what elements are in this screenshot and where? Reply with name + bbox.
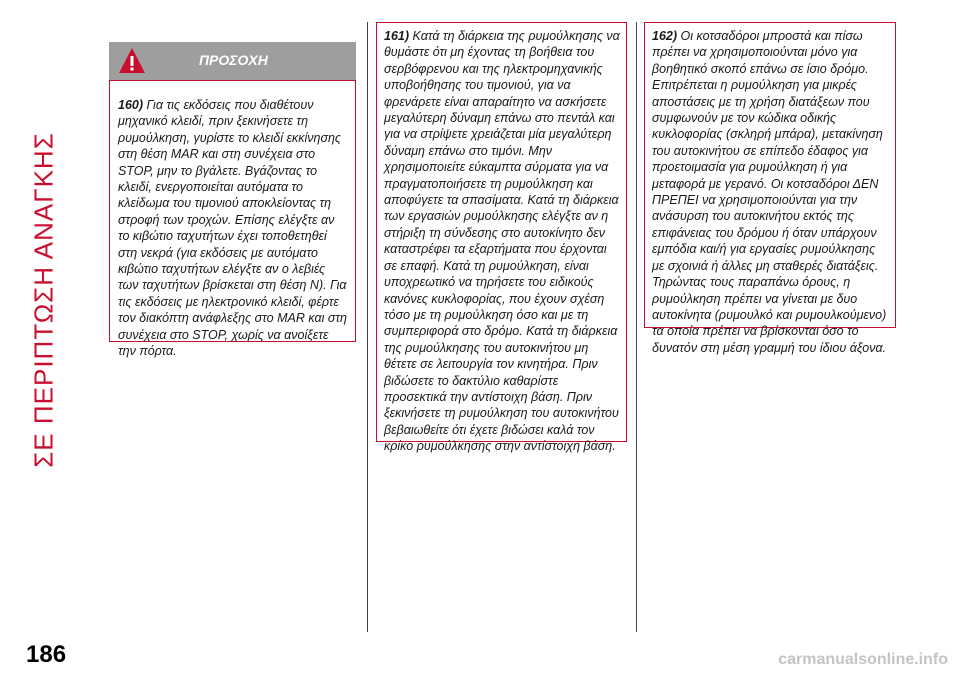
note-text: Οι κοτσαδόροι μπροστά και πίσω πρέπει να χρησιμοποιούνται μόνο για βοηθητικό σκοπό επάνω σε ίσιο δρόμο. Επιτρέπεται η ρυμούλκηση για μικρές αποστάσεις με τη χρήση διατάξεων που συμφωνούν με τον κώδικα οδικής κυκλοφορίας (σκληρή μπάρα), μετακίνηση του αυτοκινήτου σε επίπεδο έδαφος για προετοιμασία για ρυμούλκηση ή για μεταφορά με γερανό. Οι κοτσαδόροι ΔΕΝ ΠΡΕΠΕΙ να χρησιμοποιούνται για την ανάσυρση του αυτοκινήτου εκτός της επιφάνειας του δρόμου ή όταν υπάρχουν εμπόδια και/ή για εργασίες ρυμούλκησης με σχοινιά ή άλλες μη σταθερές διατάξεις. Τηρώντας τους παραπάνω όρους, η ρυμούλκηση πρέπει να γίνεται με δυο αυτοκίνητα (ρυμουλκό και ρυμουλκούμενο) τα οποία πρέπει να βρίσκονται όσο το δυνατόν στη μέση γραμμή του ίδιου άξονα. <box>652 29 887 355</box>
note-number: 161) <box>384 29 410 43</box>
column-divider <box>636 22 637 632</box>
chapter-side-title: ΣΕ ΠΕΡΙΠΤΩΣΗ ΑΝΑΓΚΗΣ <box>28 132 59 468</box>
warning-header <box>109 42 356 80</box>
note-number: 160) <box>118 98 144 112</box>
warning-note-160 <box>109 80 356 359</box>
warning-triangle-icon <box>117 46 147 76</box>
watermark: carmanualsonline.info <box>778 651 948 668</box>
warning-header-label: ΠΡΟΣΟΧΗ <box>199 52 268 68</box>
warning-note-161 <box>376 22 627 454</box>
page-number: 186 <box>26 641 67 668</box>
note-text: Για τις εκδόσεις που διαθέτουν μηχανικό κλειδί, πριν ξεκινήσετε τη ρυμούλκηση, γυρίστε το κλειδί εκκίνησης στη θέση MAR και στη συνέχεια στο STOP, μην το βγάλετε. Βγάζοντας το κλειδί, ενεργοποιείται αυτόματα το κλείδωμα του τιμονιού αποκλείοντας τη στροφή των τροχών. Επίσης ελέγξτε αν το κιβώτιο ταχυτήτων έχει τοποθετηθεί στη νεκρά (για εκδόσεις με αυτόματο κιβώτιο ταχυτήτων ελέγξτε αν ο λεβιές των ταχυτήτων βρίσκεται στη θέση N). Για τις εκδόσεις με ηλεκτρονικό κλειδί, φέρτε τον διακόπτη ανάφλεξης στο MAR και στη συνέχεια στο STOP, χωρίς να ανοίξετε την πόρτα. <box>118 98 347 359</box>
column-divider <box>367 22 368 632</box>
note-text: Κατά τη διάρκεια της ρυμούλκησης να θυμάστε ότι μη έχοντας τη βοήθεια του σερβόφρενου και της ηλεκτρομηχανικής υποβοήθησης του τιμονιού, για να φρενάρετε είναι απαραίτητο να ασκήσετε μεγαλύτερη δύναμη επάνω στο πεντάλ και για να στρίψετε χρειάζεται μία μεγαλύτερη δύναμη επάνω στο τιμόνι. Μην χρησιμοποιείτε εύκαμπτα σύρματα για να πραγματοποιήσετε τη ρυμούλκηση και αποφύγετε τα σπασίματα. Κατά τη διάρκεια των εργασιών ρυμούλκησης ελέγξτε αν η στήριξη τη σύνδεσης στο αυτοκίνητο δεν καταστρέφει τα εξαρτήματα που έρχονται σε επαφή. Κατά τη ρυμούλκηση, είναι υποχρεωτικό να τηρήσετε του ειδικούς κανόνες κυκλοφορίας, που έχουν σχέση τόσο με τη ρυμούλκηση όσο και με τη συμπεριφορά στο δρόμο. Κατά τη διάρκεια της ρυμούλκησης του αυτοκινήτου μη θέτετε σε λειτουργία τον κινητήρα. Πριν βιδώσετε το δακτύλιο καθαρίστε προσεκτικά την αντίστοιχη βάση. Πριν ξεκινήσετε τη ρυμούλκηση του αυτοκινήτου βεβαιωθείτε ότι έχετε βιδώσει καλά τον κρίκο ρυμούλκησης στην αντίστοιχη βάση. <box>384 29 620 454</box>
note-number: 162) <box>652 29 678 43</box>
warning-note-162 <box>644 22 896 355</box>
